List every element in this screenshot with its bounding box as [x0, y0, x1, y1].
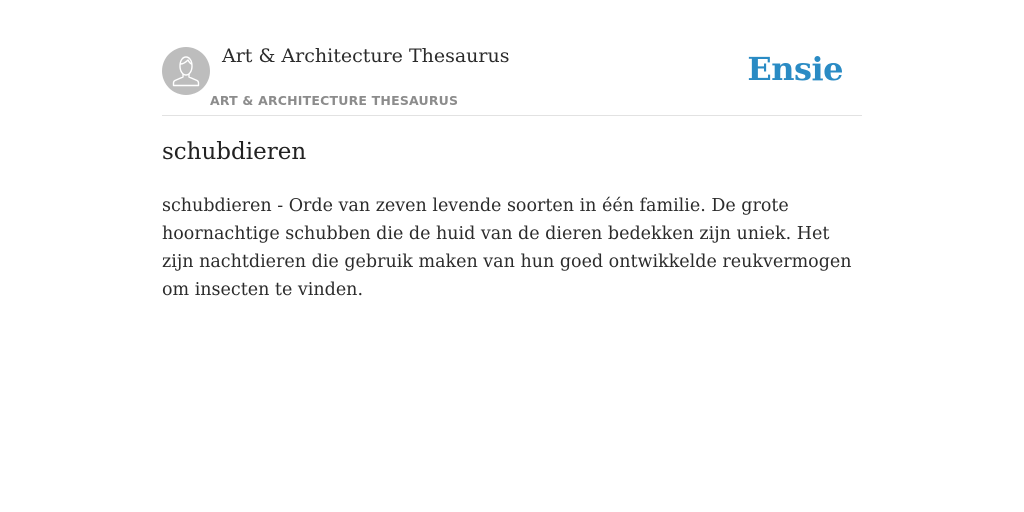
- entry-title: schubdieren: [162, 139, 307, 165]
- user-silhouette-icon: [162, 47, 210, 95]
- author-avatar[interactable]: [162, 47, 210, 95]
- brand-logo[interactable]: Ensie: [747, 50, 843, 88]
- entry-definition: schubdieren - Orde van zeven levende soorten in één familie. De grote hoornachtige schubben die de huid van de dieren bedekken zijn uniek. Het zijn nachtdieren die gebruik maken van hun goed ontwikkelde reukvermogen om insecten te vinden.: [162, 196, 852, 300]
- author-name[interactable]: Art & Architecture Thesaurus: [222, 45, 510, 67]
- entry-header: [162, 0, 862, 116]
- source-label[interactable]: ART & ARCHITECTURE THESAURUS: [210, 93, 459, 108]
